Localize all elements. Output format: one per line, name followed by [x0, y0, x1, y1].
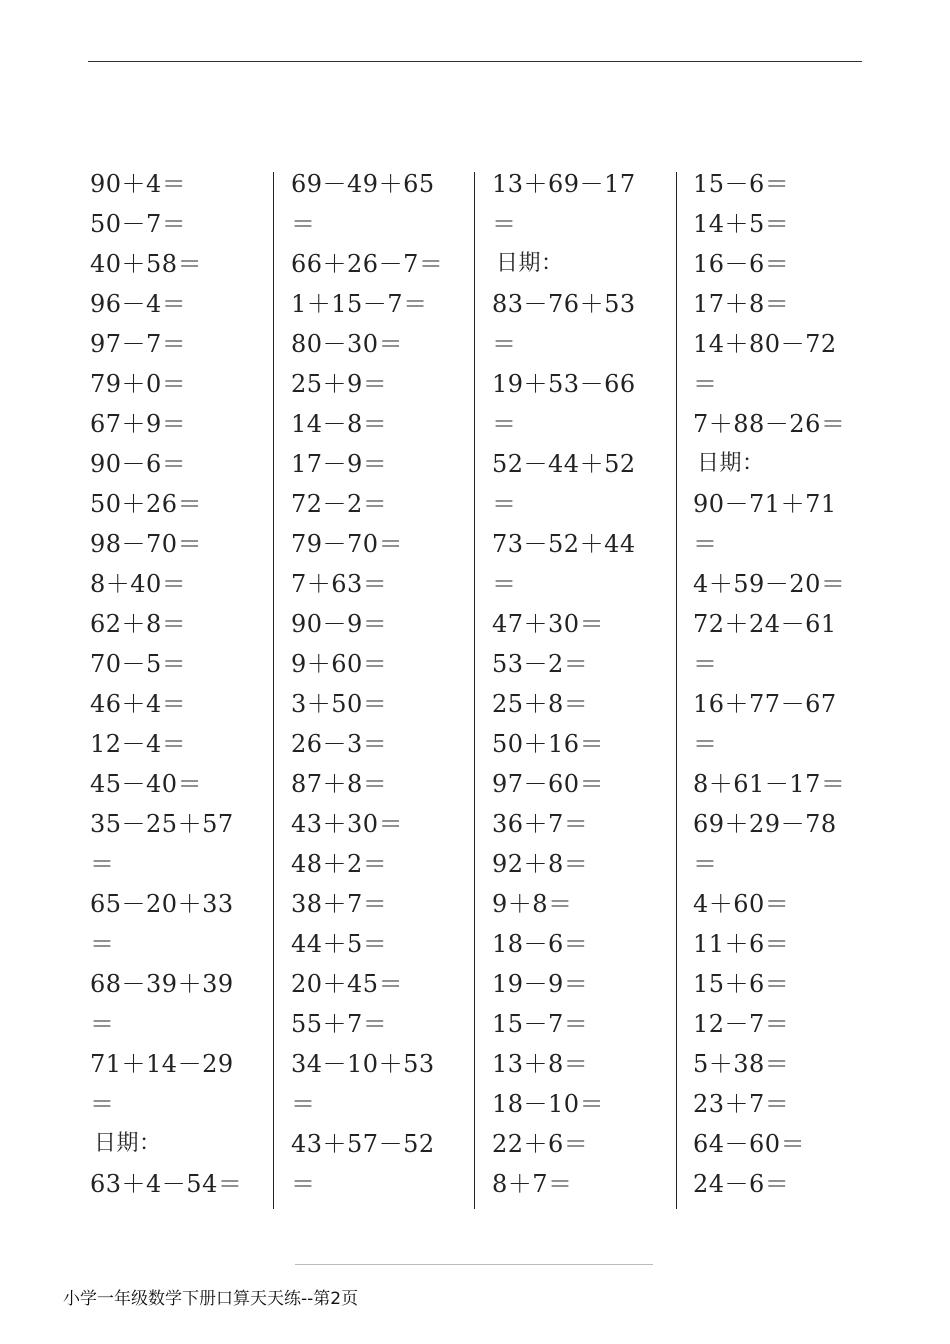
exercise-item: ＝: [90, 930, 115, 958]
exercise-item: 18－6＝: [492, 930, 589, 958]
exercise-item: 72－2＝: [291, 490, 388, 518]
exercise-item: 16－6＝: [693, 250, 790, 278]
exercise-item: 79－70＝: [291, 530, 404, 558]
exercise-item: 97－60＝: [492, 770, 605, 798]
column-divider: [474, 172, 475, 1209]
exercise-item: ＝: [693, 530, 718, 558]
exercise-item: ＝: [693, 850, 718, 878]
exercise-item: ＝: [693, 650, 718, 678]
exercise-column-4: [693, 164, 883, 1204]
exercise-item: 14＋5＝: [693, 210, 790, 238]
exercise-item: 44＋5＝: [291, 930, 388, 958]
exercise-item: 22＋6＝: [492, 1130, 589, 1158]
exercise-item: ＝: [291, 1090, 316, 1118]
exercise-item: 23＋7＝: [693, 1090, 790, 1118]
footer-rule: [295, 1264, 653, 1265]
exercise-item: 8＋61－17＝: [693, 770, 846, 798]
exercise-item: 50＋26＝: [90, 490, 203, 518]
exercise-item: 15－7＝: [492, 1010, 589, 1038]
exercise-item: 67＋9＝: [90, 410, 187, 438]
exercise-item: 64－60＝: [693, 1130, 806, 1158]
column-divider: [676, 172, 677, 1209]
exercise-column-2: [291, 164, 481, 1204]
exercise-item: 62＋8＝: [90, 610, 187, 638]
exercise-item: 36＋7＝: [492, 810, 589, 838]
exercise-item: 90＋4＝: [90, 170, 187, 198]
exercise-item: 4＋60＝: [693, 890, 790, 918]
exercise-item: 17－9＝: [291, 450, 388, 478]
exercise-item: 35－25＋57: [90, 810, 234, 838]
exercise-item: 71＋14－29: [90, 1050, 234, 1078]
exercise-item: 63＋4－54＝: [90, 1170, 243, 1198]
exercise-item: ＝: [90, 1010, 115, 1038]
exercise-item: 68－39＋39: [90, 970, 234, 998]
exercise-item: 46＋4＝: [90, 690, 187, 718]
exercise-item: 65－20＋33: [90, 890, 234, 918]
exercise-item: 4＋59－20＝: [693, 570, 846, 598]
exercise-item: 9＋8＝: [492, 890, 573, 918]
exercise-column-1: [90, 164, 280, 1204]
exercise-item: ＝: [492, 330, 517, 358]
exercise-item: 25＋9＝: [291, 370, 388, 398]
exercise-item: 50－7＝: [90, 210, 187, 238]
exercise-item: 97－7＝: [90, 330, 187, 358]
exercise-column-3: [492, 164, 682, 1204]
exercise-item: 7＋88－26＝: [693, 410, 846, 438]
exercise-item: 12－7＝: [693, 1010, 790, 1038]
exercise-item: ＝: [90, 850, 115, 878]
exercise-item: 15－6＝: [693, 170, 790, 198]
exercise-item: 43＋57－52: [291, 1130, 435, 1158]
exercise-item: ＝: [492, 490, 517, 518]
exercise-item: ＝: [291, 1170, 316, 1198]
exercise-item: 45－40＝: [90, 770, 203, 798]
exercise-item: 1＋15－7＝: [291, 290, 428, 318]
exercise-item: 73－52＋44: [492, 530, 636, 558]
exercise-item: 5＋38＝: [693, 1050, 790, 1078]
exercise-item: 16＋77－67: [693, 690, 837, 718]
exercise-item: 8＋40＝: [90, 570, 187, 598]
exercise-item: 19－9＝: [492, 970, 589, 998]
exercise-item: ＝: [291, 210, 316, 238]
date-label: 日期：: [496, 251, 564, 276]
exercise-item: 25＋8＝: [492, 690, 589, 718]
date-label: 日期：: [94, 1131, 162, 1156]
exercise-item: 70－5＝: [90, 650, 187, 678]
exercise-item: ＝: [492, 410, 517, 438]
exercise-item: 34－10＋53: [291, 1050, 435, 1078]
exercise-item: 14－8＝: [291, 410, 388, 438]
exercise-item: ＝: [492, 570, 517, 598]
exercise-item: 69－49＋65: [291, 170, 435, 198]
exercise-item: 7＋63＝: [291, 570, 388, 598]
exercise-item: 9＋60＝: [291, 650, 388, 678]
exercise-item: 40＋58＝: [90, 250, 203, 278]
exercise-item: 90－71＋71: [693, 490, 837, 518]
exercise-item: 90－9＝: [291, 610, 388, 638]
exercise-item: 92＋8＝: [492, 850, 589, 878]
exercise-item: 83－76＋53: [492, 290, 636, 318]
exercise-item: 11＋6＝: [693, 930, 790, 958]
exercise-item: 50＋16＝: [492, 730, 605, 758]
exercise-item: 43＋30＝: [291, 810, 404, 838]
exercise-item: 53－2＝: [492, 650, 589, 678]
exercise-item: 19＋53－66: [492, 370, 636, 398]
exercise-item: 52－44＋52: [492, 450, 636, 478]
exercise-item: 69＋29－78: [693, 810, 837, 838]
exercise-item: ＝: [492, 210, 517, 238]
exercise-item: 47＋30＝: [492, 610, 605, 638]
exercise-item: 12－4＝: [90, 730, 187, 758]
exercise-item: 20＋45＝: [291, 970, 404, 998]
header-rule: [88, 61, 862, 62]
exercise-item: 18－10＝: [492, 1090, 605, 1118]
exercise-item: 13＋8＝: [492, 1050, 589, 1078]
exercise-item: 13＋69－17: [492, 170, 636, 198]
exercise-item: ＝: [693, 730, 718, 758]
exercise-item: 66＋26－7＝: [291, 250, 444, 278]
exercise-item: 26－3＝: [291, 730, 388, 758]
exercise-item: ＝: [90, 1090, 115, 1118]
exercise-item: 24－6＝: [693, 1170, 790, 1198]
exercise-item: 3＋50＝: [291, 690, 388, 718]
exercise-item: 90－6＝: [90, 450, 187, 478]
exercise-item: 87＋8＝: [291, 770, 388, 798]
date-label: 日期：: [697, 451, 765, 476]
exercise-item: ＝: [693, 370, 718, 398]
exercise-item: 14＋80－72: [693, 330, 837, 358]
exercise-item: 98－70＝: [90, 530, 203, 558]
exercise-item: 80－30＝: [291, 330, 404, 358]
exercise-item: 55＋7＝: [291, 1010, 388, 1038]
exercise-item: 96－4＝: [90, 290, 187, 318]
exercise-item: 17＋8＝: [693, 290, 790, 318]
exercise-item: 8＋7＝: [492, 1170, 573, 1198]
column-divider: [273, 172, 274, 1209]
exercise-item: 72＋24－61: [693, 610, 837, 638]
exercise-item: 48＋2＝: [291, 850, 388, 878]
exercise-item: 38＋7＝: [291, 890, 388, 918]
page-footer: 小学一年级数学下册口算天天练--第2页: [63, 1289, 359, 1309]
exercise-item: 79＋0＝: [90, 370, 187, 398]
exercise-item: 15＋6＝: [693, 970, 790, 998]
